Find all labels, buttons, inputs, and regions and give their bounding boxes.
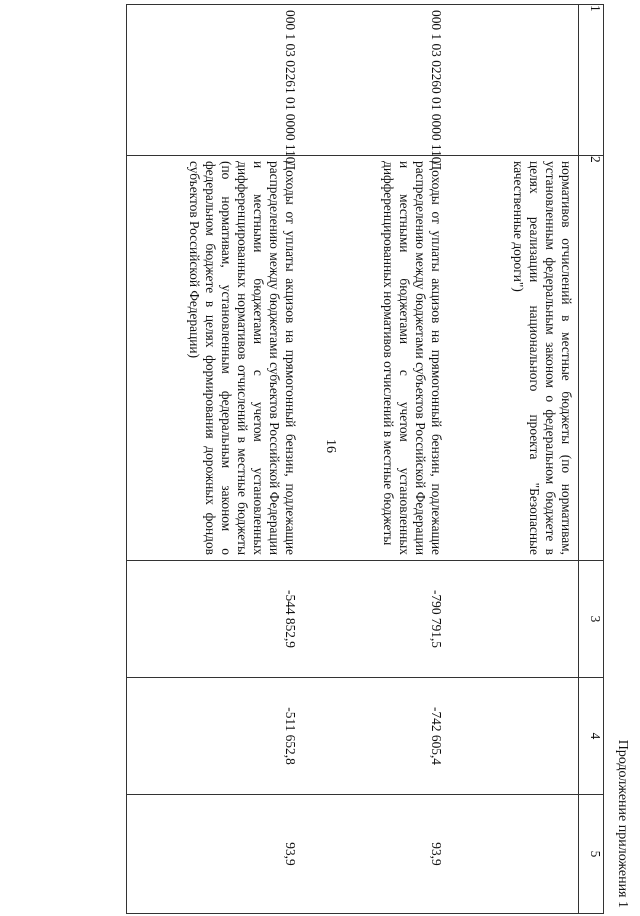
row-col4: -511 652,8 (127, 678, 305, 795)
row-code: 000 1 03 02260 01 0000 110 (305, 5, 451, 156)
row-name: Доходы от уплаты акцизов на прямогонный бензин, подлежащие распределению между бюджетами субъектов Российской Федерации и местными бюджетами с учетом установленных дифференцированных нормативов отчислений в местные бюджеты (по нормативам, установленным федеральным законом о федеральном бюджете в целях формирования дорожных фондов субъектов Российской Федерации) (127, 156, 305, 561)
header-col-3: 3 (579, 561, 604, 678)
row-name: нормативов отчислений в местные бюджеты (по нормативам, установленным федеральным законом о федеральном бюджете в целях реализации национального проекта "Безопасные качественные дороги") (451, 156, 579, 561)
table-row (451, 5, 579, 914)
table-row (305, 5, 451, 914)
row-col3 (451, 561, 579, 678)
row-col5: 93,9 (305, 795, 451, 914)
row-code (451, 5, 579, 156)
row-col3: -790 791,5 (305, 561, 451, 678)
header-col-2: 2 (579, 156, 604, 561)
continuation-label: Продолжение приложения 1 (615, 739, 630, 908)
revenue-table (126, 4, 604, 914)
row-name: Доходы от уплаты акцизов на прямогонный бензин, подлежащие распределению между бюджетами субъектов Российской Федерации и местными бюджетами с учетом установленных дифференцированных нормативов отчислений в местные бюджеты (305, 156, 451, 561)
row-code: 000 1 03 02261 01 0000 110 (127, 5, 305, 156)
header-col-4: 4 (579, 678, 604, 795)
row-col5: 93,9 (127, 795, 305, 914)
table-row (127, 5, 305, 914)
row-col4 (451, 678, 579, 795)
row-col5 (451, 795, 579, 914)
row-col3: -544 852,9 (127, 561, 305, 678)
header-col-5: 5 (579, 795, 604, 914)
header-col-1: 1 (579, 5, 604, 156)
row-col4: -742 605,4 (305, 678, 451, 795)
page-number: 16 (323, 439, 338, 453)
header-row (579, 5, 604, 914)
